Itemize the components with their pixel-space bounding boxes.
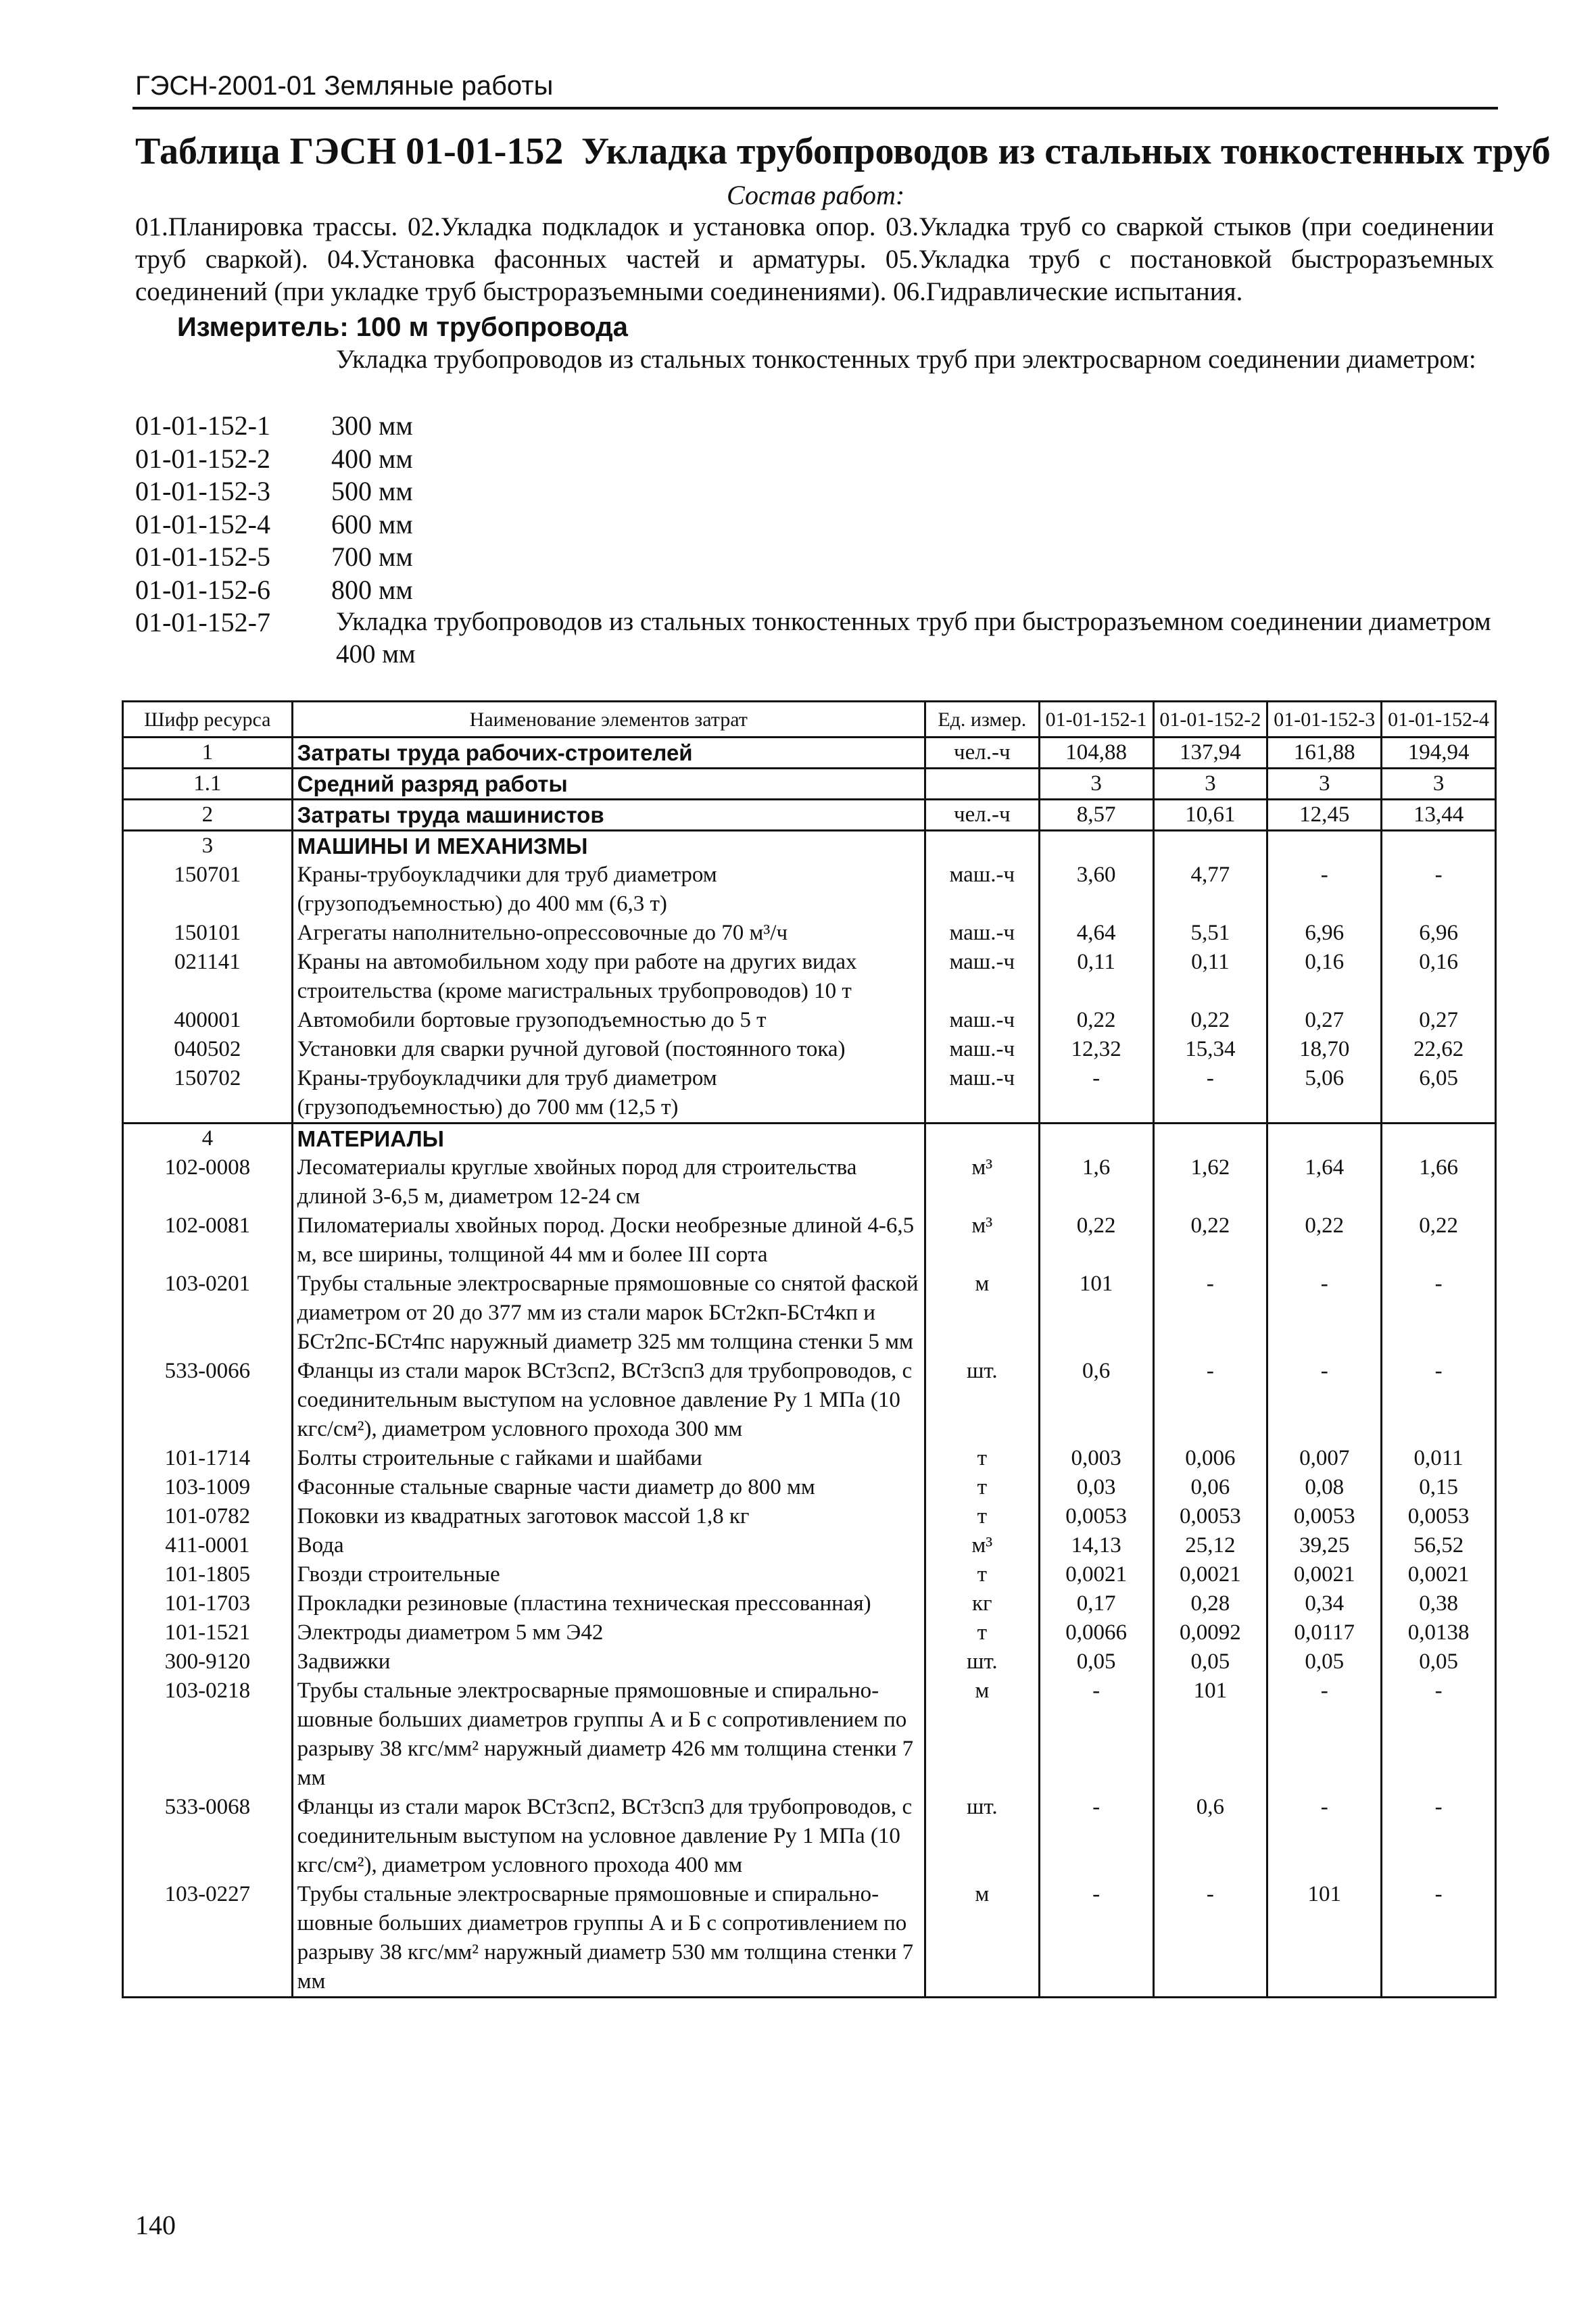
row-code: 1 xyxy=(123,738,293,769)
row-value-1: 14,13 xyxy=(1039,1531,1153,1560)
row-code: 101-1703 xyxy=(123,1589,293,1618)
table-row xyxy=(123,1880,1496,1998)
row-code: 103-0218 xyxy=(123,1676,293,1793)
row-code: 150701 xyxy=(123,861,293,919)
running-header: ГЭСН-2001-01 Земляные работы xyxy=(135,71,554,101)
row-unit: чел.-ч xyxy=(925,800,1039,831)
row-code: 150702 xyxy=(123,1064,293,1124)
row-unit: м³ xyxy=(925,1153,1039,1211)
code-description: 700 мм xyxy=(331,541,413,572)
row-value-3: 0,16 xyxy=(1267,948,1382,1006)
table-row xyxy=(123,738,1496,769)
row-code: 150101 xyxy=(123,919,293,948)
code-list-item xyxy=(135,508,413,541)
row-name: Лесоматериалы круглые хвойных пород для строительства длиной 3-6,5 м, диаметром 12-24 см xyxy=(292,1153,925,1211)
row-value-3: 1,64 xyxy=(1267,1153,1382,1211)
table-header-row xyxy=(123,702,1496,738)
row-name: Установки для сварки ручной дуговой (постоянного тока) xyxy=(292,1035,925,1064)
row-value-1: 3 xyxy=(1039,769,1153,800)
col-header-v3: 01-01-152-3 xyxy=(1267,702,1382,738)
table-row xyxy=(123,1006,1496,1035)
table-name: Укладка трубопроводов из стальных тонкостенных труб xyxy=(581,130,1551,172)
intro-text: Укладка трубопроводов из стальных тонкостенных труб при электросварном соединении диаметром: xyxy=(336,345,1476,374)
row-value-3: 0,0021 xyxy=(1267,1560,1382,1589)
row-value-2: 0,0053 xyxy=(1153,1502,1267,1531)
row-value-1: 0,22 xyxy=(1039,1211,1153,1270)
row-value-1 xyxy=(1039,831,1153,861)
row-unit: чел.-ч xyxy=(925,738,1039,769)
row-code: 102-0081 xyxy=(123,1211,293,1270)
row-name: Фланцы из стали марок ВСт3сп2, ВСт3сп3 для трубопроводов, с соединительным выступом на условное давление Ру 1 МПа (10 кгс/см²), диаметром условного прохода 300 мм xyxy=(292,1357,925,1444)
row-value-4: 0,22 xyxy=(1382,1211,1496,1270)
table-row xyxy=(123,1473,1496,1502)
row-value-4: 0,15 xyxy=(1382,1473,1496,1502)
row-code: 040502 xyxy=(123,1035,293,1064)
header-rule xyxy=(132,107,1498,110)
row-unit: т xyxy=(925,1560,1039,1589)
col-header-unit: Ед. измер. xyxy=(925,702,1039,738)
row-value-1: 0,03 xyxy=(1039,1473,1153,1502)
row-value-1: - xyxy=(1039,1793,1153,1880)
row-value-3: 161,88 xyxy=(1267,738,1382,769)
row-value-2: 0,6 xyxy=(1153,1793,1267,1880)
row-code: 021141 xyxy=(123,948,293,1006)
row-value-4: 0,16 xyxy=(1382,948,1496,1006)
row-value-3: 0,0053 xyxy=(1267,1502,1382,1531)
row-value-2: - xyxy=(1153,1064,1267,1124)
row-name: Краны-трубоукладчики для труб диаметром (грузоподъемностью) до 700 мм (12,5 т) xyxy=(292,1064,925,1124)
row-value-4: - xyxy=(1382,1880,1496,1998)
row-value-3: 0,27 xyxy=(1267,1006,1382,1035)
row-value-3: 18,70 xyxy=(1267,1035,1382,1064)
row-value-2: 101 xyxy=(1153,1676,1267,1793)
row-code: 101-0782 xyxy=(123,1502,293,1531)
row-name: Вода xyxy=(292,1531,925,1560)
row-name: Фасонные стальные сварные части диаметр до 800 мм xyxy=(292,1473,925,1502)
row-code: 533-0066 xyxy=(123,1357,293,1444)
row-value-1: 0,6 xyxy=(1039,1357,1153,1444)
row-value-3: 0,34 xyxy=(1267,1589,1382,1618)
row-value-4 xyxy=(1382,1124,1496,1154)
code-list xyxy=(135,410,413,640)
row-name: Пиломатериалы хвойных пород. Доски необрезные длиной 4-6,5 м, все ширины, толщиной 44 мм и более III сорта xyxy=(292,1211,925,1270)
code-list-item xyxy=(135,410,413,443)
row-value-2: - xyxy=(1153,1880,1267,1998)
code-id: 01-01-152-2 xyxy=(135,443,270,474)
row-value-1 xyxy=(1039,1124,1153,1154)
row-unit: шт. xyxy=(925,1357,1039,1444)
row-unit: маш.-ч xyxy=(925,1006,1039,1035)
row-code: 533-0068 xyxy=(123,1793,293,1880)
row-value-3: - xyxy=(1267,861,1382,919)
row-value-1: 0,0021 xyxy=(1039,1560,1153,1589)
row-value-4: 0,0138 xyxy=(1382,1618,1496,1647)
row-value-1: 1,6 xyxy=(1039,1153,1153,1211)
row-value-1: 0,0066 xyxy=(1039,1618,1153,1647)
row-unit: т xyxy=(925,1444,1039,1473)
code-description: 400 мм xyxy=(331,443,413,474)
table-row xyxy=(123,1589,1496,1618)
row-value-1: 0,0053 xyxy=(1039,1502,1153,1531)
row-code: 411-0001 xyxy=(123,1531,293,1560)
col-header-name: Наименование элементов затрат xyxy=(292,702,925,738)
row-value-3: - xyxy=(1267,1676,1382,1793)
row-name: Поковки из квадратных заготовок массой 1,8 кг xyxy=(292,1502,925,1531)
code-7-description: Укладка трубопроводов из стальных тонкостенных труб при быстроразъемном соединении диаметром 400 мм xyxy=(336,607,1491,669)
row-code: 101-1521 xyxy=(123,1618,293,1647)
row-code: 103-0227 xyxy=(123,1880,293,1998)
row-name: Трубы стальные электросварные прямошовные и спирально-шовные больших диаметров группы А и Б с сопротивлением по разрыву 38 кгс/мм² наружный диаметр 426 мм толщина стенки 7 мм xyxy=(292,1676,925,1793)
table-row xyxy=(123,769,1496,800)
row-value-1: 0,17 xyxy=(1039,1589,1153,1618)
row-value-2: 15,34 xyxy=(1153,1035,1267,1064)
row-code: 103-0201 xyxy=(123,1270,293,1357)
code-list-item xyxy=(135,475,413,508)
row-unit xyxy=(925,1124,1039,1154)
row-unit: м xyxy=(925,1270,1039,1357)
table-row xyxy=(123,800,1496,831)
row-value-1: 0,05 xyxy=(1039,1647,1153,1676)
row-value-2: 0,22 xyxy=(1153,1006,1267,1035)
row-name: МАШИНЫ И МЕХАНИЗМЫ xyxy=(292,831,925,861)
row-code: 101-1714 xyxy=(123,1444,293,1473)
table-row xyxy=(123,1676,1496,1793)
table-label: Таблица ГЭСН 01-01-152 xyxy=(135,130,564,172)
row-unit: м³ xyxy=(925,1531,1039,1560)
row-value-2: - xyxy=(1153,1357,1267,1444)
row-value-3: 6,96 xyxy=(1267,919,1382,948)
code-id: 01-01-152-6 xyxy=(135,574,270,605)
row-value-4: 0,0053 xyxy=(1382,1502,1496,1531)
composition-text: 01.Планировка трассы. 02.Укладка подкладок и установка опор. 03.Укладка труб со сваркой стыков (при соединении труб сваркой). 04.Установка фасонных частей и арматуры. 05.Укладка труб с постановкой быстроразъемных соединений (при укладке труб быстроразъемными соединениями). 06.Гидравлические испытания. xyxy=(135,212,1494,306)
code-description: 800 мм xyxy=(331,574,413,605)
row-value-2 xyxy=(1153,1124,1267,1154)
row-value-2: 0,06 xyxy=(1153,1473,1267,1502)
row-value-4: 0,05 xyxy=(1382,1647,1496,1676)
col-header-code: Шифр ресурса xyxy=(123,702,293,738)
table-row xyxy=(123,1560,1496,1589)
row-name: Агрегаты наполнительно-опрессовочные до 70 м³/ч xyxy=(292,919,925,948)
row-value-3: 0,08 xyxy=(1267,1473,1382,1502)
row-value-2: 0,006 xyxy=(1153,1444,1267,1473)
row-value-2: 137,94 xyxy=(1153,738,1267,769)
row-unit: т xyxy=(925,1502,1039,1531)
row-code: 300-9120 xyxy=(123,1647,293,1676)
row-unit: м³ xyxy=(925,1211,1039,1270)
table-row xyxy=(123,1153,1496,1211)
row-value-1: 12,32 xyxy=(1039,1035,1153,1064)
table-row xyxy=(123,1124,1496,1154)
row-code: 103-1009 xyxy=(123,1473,293,1502)
row-unit xyxy=(925,769,1039,800)
table-row xyxy=(123,1502,1496,1531)
resource-table xyxy=(122,700,1497,1998)
row-value-3: 0,007 xyxy=(1267,1444,1382,1473)
row-name: Фланцы из стали марок ВСт3сп2, ВСт3сп3 для трубопроводов, с соединительным выступом на условное давление Ру 1 МПа (10 кгс/см²), диаметром условного прохода 400 мм xyxy=(292,1793,925,1880)
table-row xyxy=(123,1357,1496,1444)
row-name: Гвозди строительные xyxy=(292,1560,925,1589)
page-number: 140 xyxy=(135,2210,176,2240)
row-unit: м xyxy=(925,1880,1039,1998)
row-value-4: 1,66 xyxy=(1382,1153,1496,1211)
row-value-2: 5,51 xyxy=(1153,919,1267,948)
row-name: Автомобили бортовые грузоподъемностью до 5 т xyxy=(292,1006,925,1035)
row-code: 1.1 xyxy=(123,769,293,800)
row-code: 101-1805 xyxy=(123,1560,293,1589)
row-code: 102-0008 xyxy=(123,1153,293,1211)
row-name: Электроды диаметром 5 мм Э42 xyxy=(292,1618,925,1647)
row-value-1: 0,11 xyxy=(1039,948,1153,1006)
row-value-4: 6,05 xyxy=(1382,1064,1496,1124)
code-id: 01-01-152-7 xyxy=(135,607,270,637)
table-row xyxy=(123,1793,1496,1880)
table-body xyxy=(123,738,1496,1998)
col-header-v1: 01-01-152-1 xyxy=(1039,702,1153,738)
table-row xyxy=(123,948,1496,1006)
table-title xyxy=(135,130,1551,173)
row-unit: шт. xyxy=(925,1647,1039,1676)
code-id: 01-01-152-4 xyxy=(135,508,270,539)
row-value-2: 10,61 xyxy=(1153,800,1267,831)
row-value-1: 8,57 xyxy=(1039,800,1153,831)
table-row xyxy=(123,1064,1496,1124)
row-value-2: 0,11 xyxy=(1153,948,1267,1006)
row-value-2: 0,28 xyxy=(1153,1589,1267,1618)
composition-title: Состав работ: xyxy=(727,180,905,210)
row-value-4: 0,0021 xyxy=(1382,1560,1496,1589)
row-value-1: - xyxy=(1039,1064,1153,1124)
code-id: 01-01-152-5 xyxy=(135,541,270,572)
row-value-4: 0,011 xyxy=(1382,1444,1496,1473)
row-value-2: 0,22 xyxy=(1153,1211,1267,1270)
code-id: 01-01-152-3 xyxy=(135,476,270,506)
row-code: 3 xyxy=(123,831,293,861)
row-value-4: - xyxy=(1382,861,1496,919)
row-unit: т xyxy=(925,1618,1039,1647)
row-name: Болты строительные с гайками и шайбами xyxy=(292,1444,925,1473)
row-code: 400001 xyxy=(123,1006,293,1035)
table-row xyxy=(123,1270,1496,1357)
row-value-4: - xyxy=(1382,1676,1496,1793)
row-value-2: 0,0021 xyxy=(1153,1560,1267,1589)
col-header-v2: 01-01-152-2 xyxy=(1153,702,1267,738)
row-value-4 xyxy=(1382,831,1496,861)
row-unit: маш.-ч xyxy=(925,1035,1039,1064)
code-id: 01-01-152-1 xyxy=(135,410,270,441)
row-value-3: 0,0117 xyxy=(1267,1618,1382,1647)
row-unit: м xyxy=(925,1676,1039,1793)
row-unit: кг xyxy=(925,1589,1039,1618)
row-name: Задвижки xyxy=(292,1647,925,1676)
row-value-4: 3 xyxy=(1382,769,1496,800)
row-value-2: 4,77 xyxy=(1153,861,1267,919)
row-value-3: 5,06 xyxy=(1267,1064,1382,1124)
code-description: 600 мм xyxy=(331,508,413,539)
row-value-2: 0,0092 xyxy=(1153,1618,1267,1647)
table-row xyxy=(123,1211,1496,1270)
row-value-2: 0,05 xyxy=(1153,1647,1267,1676)
row-name: Затраты труда рабочих-строителей xyxy=(292,738,925,769)
row-value-4: 13,44 xyxy=(1382,800,1496,831)
row-value-2: - xyxy=(1153,1270,1267,1357)
row-unit: маш.-ч xyxy=(925,861,1039,919)
row-value-3: 39,25 xyxy=(1267,1531,1382,1560)
row-unit: шт. xyxy=(925,1793,1039,1880)
row-value-3: - xyxy=(1267,1793,1382,1880)
row-value-1: 0,003 xyxy=(1039,1444,1153,1473)
row-name: МАТЕРИАЛЫ xyxy=(292,1124,925,1154)
row-value-1: 4,64 xyxy=(1039,919,1153,948)
code-list-item xyxy=(135,574,413,607)
table-row xyxy=(123,1531,1496,1560)
row-value-4: 6,96 xyxy=(1382,919,1496,948)
row-value-3: - xyxy=(1267,1357,1382,1444)
table-row xyxy=(123,1647,1496,1676)
row-value-4: 194,94 xyxy=(1382,738,1496,769)
row-value-1: - xyxy=(1039,1880,1153,1998)
row-value-4: - xyxy=(1382,1793,1496,1880)
row-name: Затраты труда машинистов xyxy=(292,800,925,831)
row-value-4: 0,27 xyxy=(1382,1006,1496,1035)
row-value-3 xyxy=(1267,1124,1382,1154)
row-value-4: - xyxy=(1382,1357,1496,1444)
row-unit: маш.-ч xyxy=(925,948,1039,1006)
row-value-1: 101 xyxy=(1039,1270,1153,1357)
row-value-4: 56,52 xyxy=(1382,1531,1496,1560)
row-name: Краны на автомобильном ходу при работе на других видах строительства (кроме магистральных трубопроводов) 10 т xyxy=(292,948,925,1006)
meter-label: Измеритель: 100 м трубопровода xyxy=(177,312,628,342)
row-value-3: 0,05 xyxy=(1267,1647,1382,1676)
row-value-2: 3 xyxy=(1153,769,1267,800)
row-name: Средний разряд работы xyxy=(292,769,925,800)
row-unit: маш.-ч xyxy=(925,1064,1039,1124)
row-value-3: 12,45 xyxy=(1267,800,1382,831)
row-unit: т xyxy=(925,1473,1039,1502)
table-row xyxy=(123,1035,1496,1064)
row-value-2 xyxy=(1153,831,1267,861)
row-code: 4 xyxy=(123,1124,293,1154)
code-description: 500 мм xyxy=(331,476,413,506)
code-description: 300 мм xyxy=(331,410,413,441)
row-value-3: 3 xyxy=(1267,769,1382,800)
row-value-1: 3,60 xyxy=(1039,861,1153,919)
row-name: Трубы стальные электросварные прямошовные со снятой фаской диаметром от 20 до 377 мм из стали марок БСт2кп-БСт4кп и БСт2пс-БСт4пс наружный диаметр 325 мм толщина стенки 5 мм xyxy=(292,1270,925,1357)
table-row xyxy=(123,1618,1496,1647)
row-value-2: 1,62 xyxy=(1153,1153,1267,1211)
row-value-4: 22,62 xyxy=(1382,1035,1496,1064)
table-row xyxy=(123,1444,1496,1473)
row-name: Прокладки резиновые (пластина техническая прессованная) xyxy=(292,1589,925,1618)
row-value-4: 0,38 xyxy=(1382,1589,1496,1618)
table-row xyxy=(123,919,1496,948)
row-value-3: 0,22 xyxy=(1267,1211,1382,1270)
row-name: Трубы стальные электросварные прямошовные и спирально-шовные больших диаметров группы А и Б с сопротивлением по разрыву 38 кгс/мм² наружный диаметр 530 мм толщина стенки 7 мм xyxy=(292,1880,925,1998)
row-value-1: - xyxy=(1039,1676,1153,1793)
row-unit xyxy=(925,831,1039,861)
row-value-2: 25,12 xyxy=(1153,1531,1267,1560)
table-row xyxy=(123,831,1496,861)
code-list-item xyxy=(135,443,413,476)
row-value-3: 101 xyxy=(1267,1880,1382,1998)
table-row xyxy=(123,861,1496,919)
col-header-v4: 01-01-152-4 xyxy=(1382,702,1496,738)
row-unit: маш.-ч xyxy=(925,919,1039,948)
row-value-4: - xyxy=(1382,1270,1496,1357)
row-code: 2 xyxy=(123,800,293,831)
row-name: Краны-трубоукладчики для труб диаметром (грузоподъемностью) до 400 мм (6,3 т) xyxy=(292,861,925,919)
row-value-3 xyxy=(1267,831,1382,861)
row-value-3: - xyxy=(1267,1270,1382,1357)
row-value-1: 104,88 xyxy=(1039,738,1153,769)
row-value-1: 0,22 xyxy=(1039,1006,1153,1035)
code-list-item xyxy=(135,541,413,574)
